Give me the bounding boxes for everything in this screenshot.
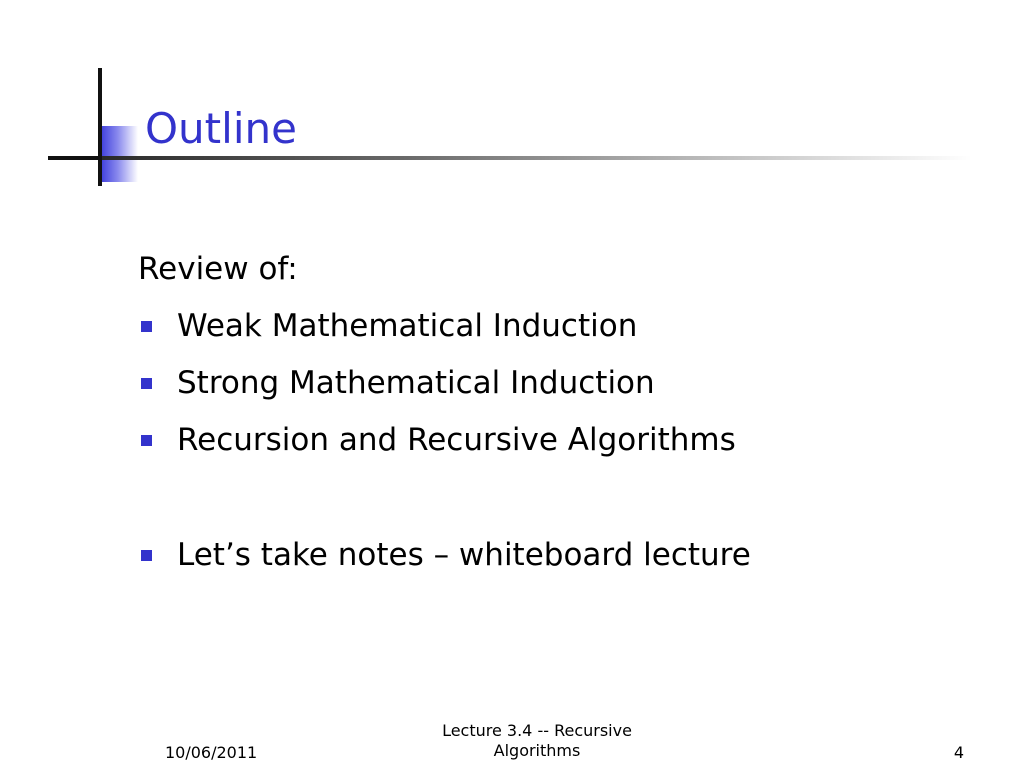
bullet-text: Weak Mathematical Induction <box>177 308 638 344</box>
square-bullet-icon <box>141 378 152 389</box>
page-number: 4 <box>953 743 964 762</box>
bullet-text: Strong Mathematical Induction <box>177 365 655 401</box>
square-bullet-icon <box>141 321 152 332</box>
bullet-item <box>0 420 1024 460</box>
bullet-text: Let’s take notes – whiteboard lecture <box>177 537 751 573</box>
footer-lecture-title-line2: Algorithms <box>493 741 581 760</box>
bullet-text: Recursion and Recursive Algorithms <box>177 422 736 458</box>
slide-title: Outline <box>145 104 297 153</box>
square-bullet-icon <box>141 435 152 446</box>
bullet-item <box>0 306 1024 346</box>
footer-date: 10/06/2011 <box>165 743 258 762</box>
footer-lecture-title-line1: Lecture 3.4 -- Recursive <box>442 721 632 740</box>
square-bullet-icon <box>141 550 152 561</box>
bullet-item <box>0 535 1024 575</box>
footer-lecture-title <box>412 721 662 761</box>
intro-text: Review of: <box>138 251 298 287</box>
bullet-item <box>0 363 1024 403</box>
